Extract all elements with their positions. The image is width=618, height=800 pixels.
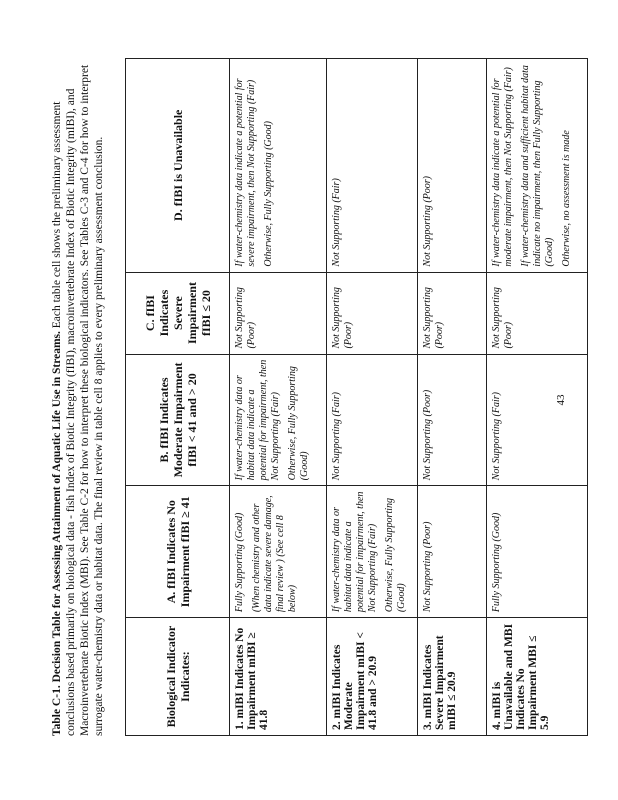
cell-4d: If water-chemistry data indicate a potential for moderate impairment, then Not Supporting (Fair) If water-chemistry data and sufficient habitat data indicate no impairment, then Fully Supporting (Good) Otherwise, no assessment is made [487,59,588,273]
header-col-d: D. fIBI is Unavailable [126,59,230,273]
table-row [487,59,588,736]
page-number: 43 [555,394,567,406]
cell-2a: If water-chemistry data or habitat data indicate a potential for impairment, then Not Supporting (Fair) Otherwise, Fully Supporting (Good) [327,486,418,618]
row-label: 3. mIBI Indicates Severe Impairment mIBI ≤ 20.9 [418,618,487,736]
row-label: 2. mIBI Indicates Moderate Impairment mIBI < 41.8 and > 20.9 [327,618,418,736]
header-col-b: B. fIBI Indicates Moderate Impairment fIBI < 41 and > 20 [126,354,230,486]
cell-1c: Not Supporting (Poor) [230,272,327,354]
rotated-page [30,40,590,760]
table-row [230,59,327,736]
cell-2c: Not Supporting (Poor) [327,272,418,354]
cell-4c: Not Supporting (Poor) [487,272,588,354]
decision-table [125,58,588,736]
table-row [327,59,418,736]
table-row [418,59,487,736]
row-label: 4. mIBI is Unavailable and MBI Indicates No Impairment MBI ≤ 5.9 [487,618,588,736]
header-row [126,59,230,736]
table-caption [50,56,106,736]
cell-3a: Not Supporting (Poor) [418,486,487,618]
cell-3c: Not Supporting (Poor) [418,272,487,354]
header-indicator: Biological Indicator Indicates: [126,618,230,736]
cell-4a: Fully Supporting (Good) [487,486,588,618]
cell-1d: If water-chemistry data indicate a potential for severe impairment, then Not Supporting (Fair) Otherwise, Fully Supporting (Good) [230,59,327,273]
header-col-a: A. fIBI Indicates No Impairment fIBI ≥ 41 [126,486,230,618]
caption-body: Each table cell shows the preliminary assessment conclusions based primarily on biological data - fish Index of Biotic Integrity (fIBI), macroinvertebrate Index of Biotic Integrity (mIBI), and Macroinvertebrate Biotic Index (MBI). See Table C-2 for how to interpret these biological indicators. See Tables C-3 and C-4 for how to interpret surrogate water-chemistry data or habitat data. The final review in table cell 8 applies to every preliminary assessment conclusion. [51,64,105,736]
cell-2d: Not Supporting (Fair) [327,59,418,273]
cell-3d: Not Supporting (Poor) [418,59,487,273]
cell-2b: Not Supporting (Fair) [327,354,418,486]
cell-3b: Not Supporting (Poor) [418,354,487,486]
header-col-c: C. fIBI Indicates Severe Impairment fIBI ≤ 20 [126,272,230,354]
cell-4b: Not Supporting (Fair) [487,354,588,486]
cell-1b: If water-chemistry data or habitat data indicate a potential for impairment, then Not Supporting (Fair) Otherwise, Fully Supporting (Good) [230,354,327,486]
cell-1a: Fully Supporting (Good) (When chemistry and other data indicate severe damage, final review ) (See cell 8 below) [230,486,327,618]
caption-title: Table C-1. Decision Table for Assessing Attainment of Aquatic Life Use in Streams. [51,331,63,736]
row-label: 1. mIBI Indicates No Impairment mIBI ≥ 41.8 [230,618,327,736]
